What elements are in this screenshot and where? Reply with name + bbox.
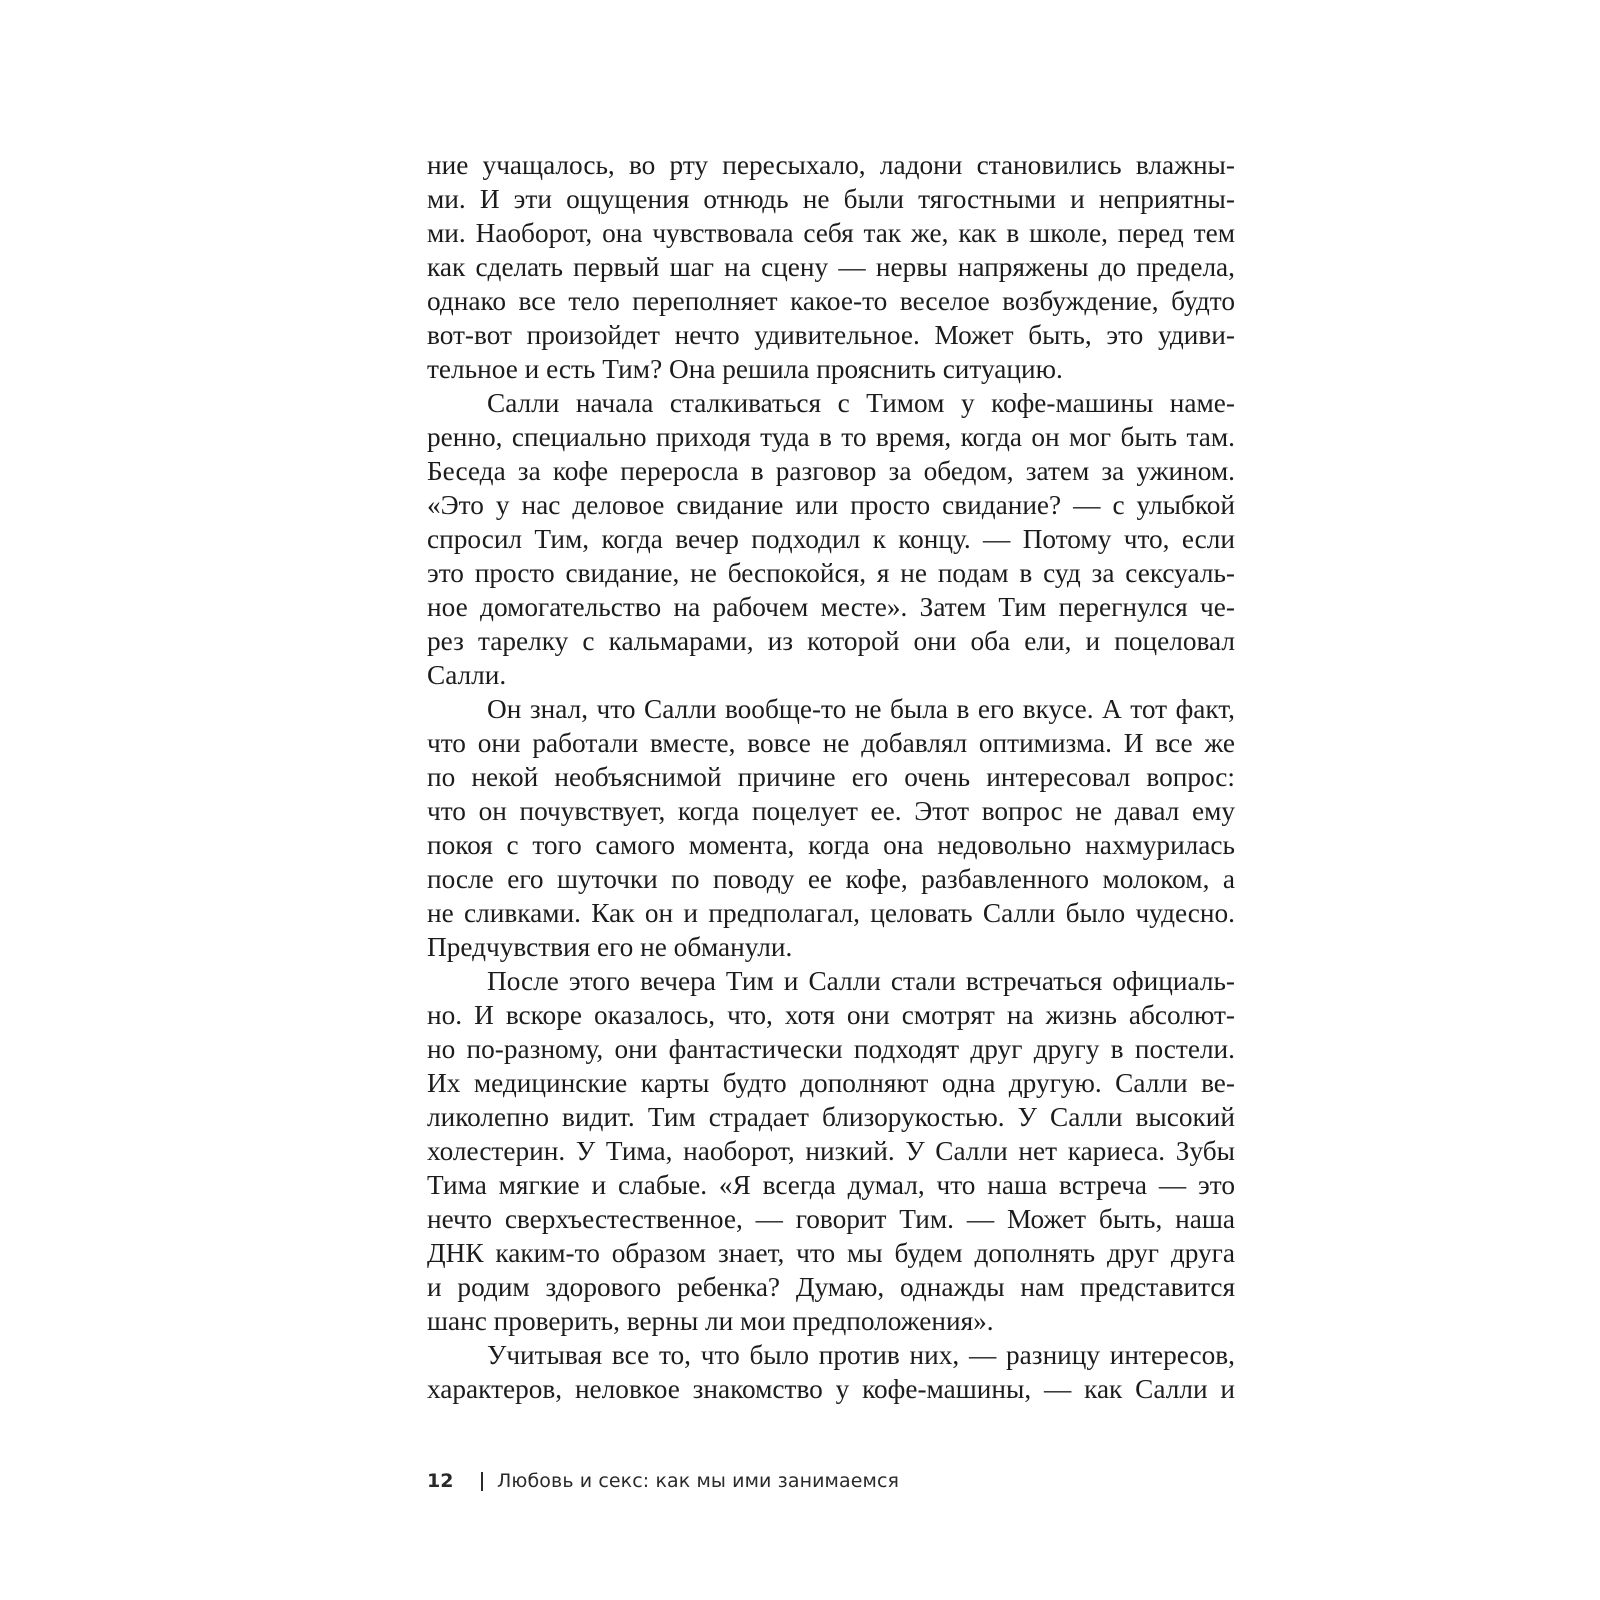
text-line: Беседа за кофе переросла в разговор за обедом, затем за ужином. [427,456,1235,486]
text-line: ное домогательство на рабочем месте». Затем Тим перегнулся че- [427,592,1235,622]
text-line: тельное и есть Тим? Она решила прояснить ситуацию. [427,354,1063,384]
text-line: ми. И эти ощущения отнюдь не были тягостными и неприятны- [427,184,1235,214]
text-line: что он почувствует, когда поцелует ее. Этот вопрос не давал ему [427,796,1235,826]
text-line: «Это у нас деловое свидание или просто свидание? — с улыбкой [427,490,1235,520]
text-line: ликолепно видит. Тим страдает близорукостью. У Салли высокий [427,1102,1235,1132]
text-line: Предчувствия его не обманули. [427,932,793,962]
text-line: что они работали вместе, вовсе не добавлял оптимизма. И все же [427,728,1235,758]
text-line: покоя с того самого момента, когда она недовольно нахмурилась [427,830,1235,860]
paragraph [427,386,1235,692]
text-line: После этого вечера Тим и Салли стали встречаться официаль- [487,966,1235,996]
text-line: ми. Наоборот, она чувствовала себя так же, как в школе, перед тем [427,218,1235,248]
text-line: но. И вскоре оказалось, что, хотя они смотрят на жизнь абсолют- [427,1000,1235,1030]
page-text [427,148,1235,1406]
page-number: 12 [427,1470,454,1492]
paragraph [427,964,1235,1338]
text-line: и родим здорового ребенка? Думаю, однажды нам представится [427,1272,1235,1302]
text-line: ние учащалось, во рту пересыхало, ладони становились влажны- [427,150,1235,180]
text-line: это просто свидание, не беспокойся, я не подам в суд за сексуаль- [427,558,1235,588]
paragraph [427,148,1235,386]
text-line: рез тарелку с кальмарами, из которой они оба ели, и поцеловал [427,626,1235,656]
text-line: по некой необъяснимой причине его очень интересовал вопрос: [427,762,1235,792]
text-line: не сливками. Как он и предполагал, целовать Салли было чудесно. [427,898,1235,928]
text-line: Салли. [427,660,507,690]
paragraph [427,1338,1235,1406]
paragraph [427,692,1235,964]
text-line: однако все тело переполняет какое-то веселое возбуждение, будто [427,286,1235,316]
text-line: холестерин. У Тима, наоборот, низкий. У Салли нет кариеса. Зубы [427,1136,1235,1166]
text-line: Их медицинские карты будто дополняют одна другую. Салли ве- [427,1068,1235,1098]
text-line: Салли начала сталкиваться с Тимом у кофе-машины наме- [487,388,1235,418]
text-line: после его шуточки по поводу ее кофе, разбавленного молоком, а [427,864,1235,894]
text-line: Он знал, что Салли вообще-то не была в его вкусе. А тот факт, [487,694,1235,724]
text-line: нечто сверхъестественное, — говорит Тим. — Может быть, наша [427,1204,1235,1234]
text-line: характеров, неловкое знакомство у кофе-машины, — как Салли и [427,1374,1235,1404]
text-line: Тима мягкие и слабые. «Я всегда думал, что наша встреча — это [427,1170,1235,1200]
text-line: вот-вот произойдет нечто удивительное. Может быть, это удиви- [427,320,1235,350]
text-line: Учитывая все то, что было против них, — разницу интересов, [487,1340,1235,1370]
text-line: шанс проверить, верны ли мои предположения». [427,1306,994,1336]
footer-divider [481,1472,483,1491]
text-line: ДНК каким-то образом знает, что мы будем дополнять друг друга [427,1238,1235,1268]
text-line: ренно, специально приходя туда в то время, когда он мог быть там. [427,422,1235,452]
text-line: но по-разному, они фантастически подходят друг другу в постели. [427,1034,1235,1064]
page-footer [427,1466,899,1496]
text-line: спросил Тим, когда вечер подходил к концу. — Потому что, если [427,524,1235,554]
running-title: Любовь и секс: как мы ими занимаемся [497,1470,900,1492]
text-line: как сделать первый шаг на сцену — нервы напряжены до предела, [427,252,1235,282]
